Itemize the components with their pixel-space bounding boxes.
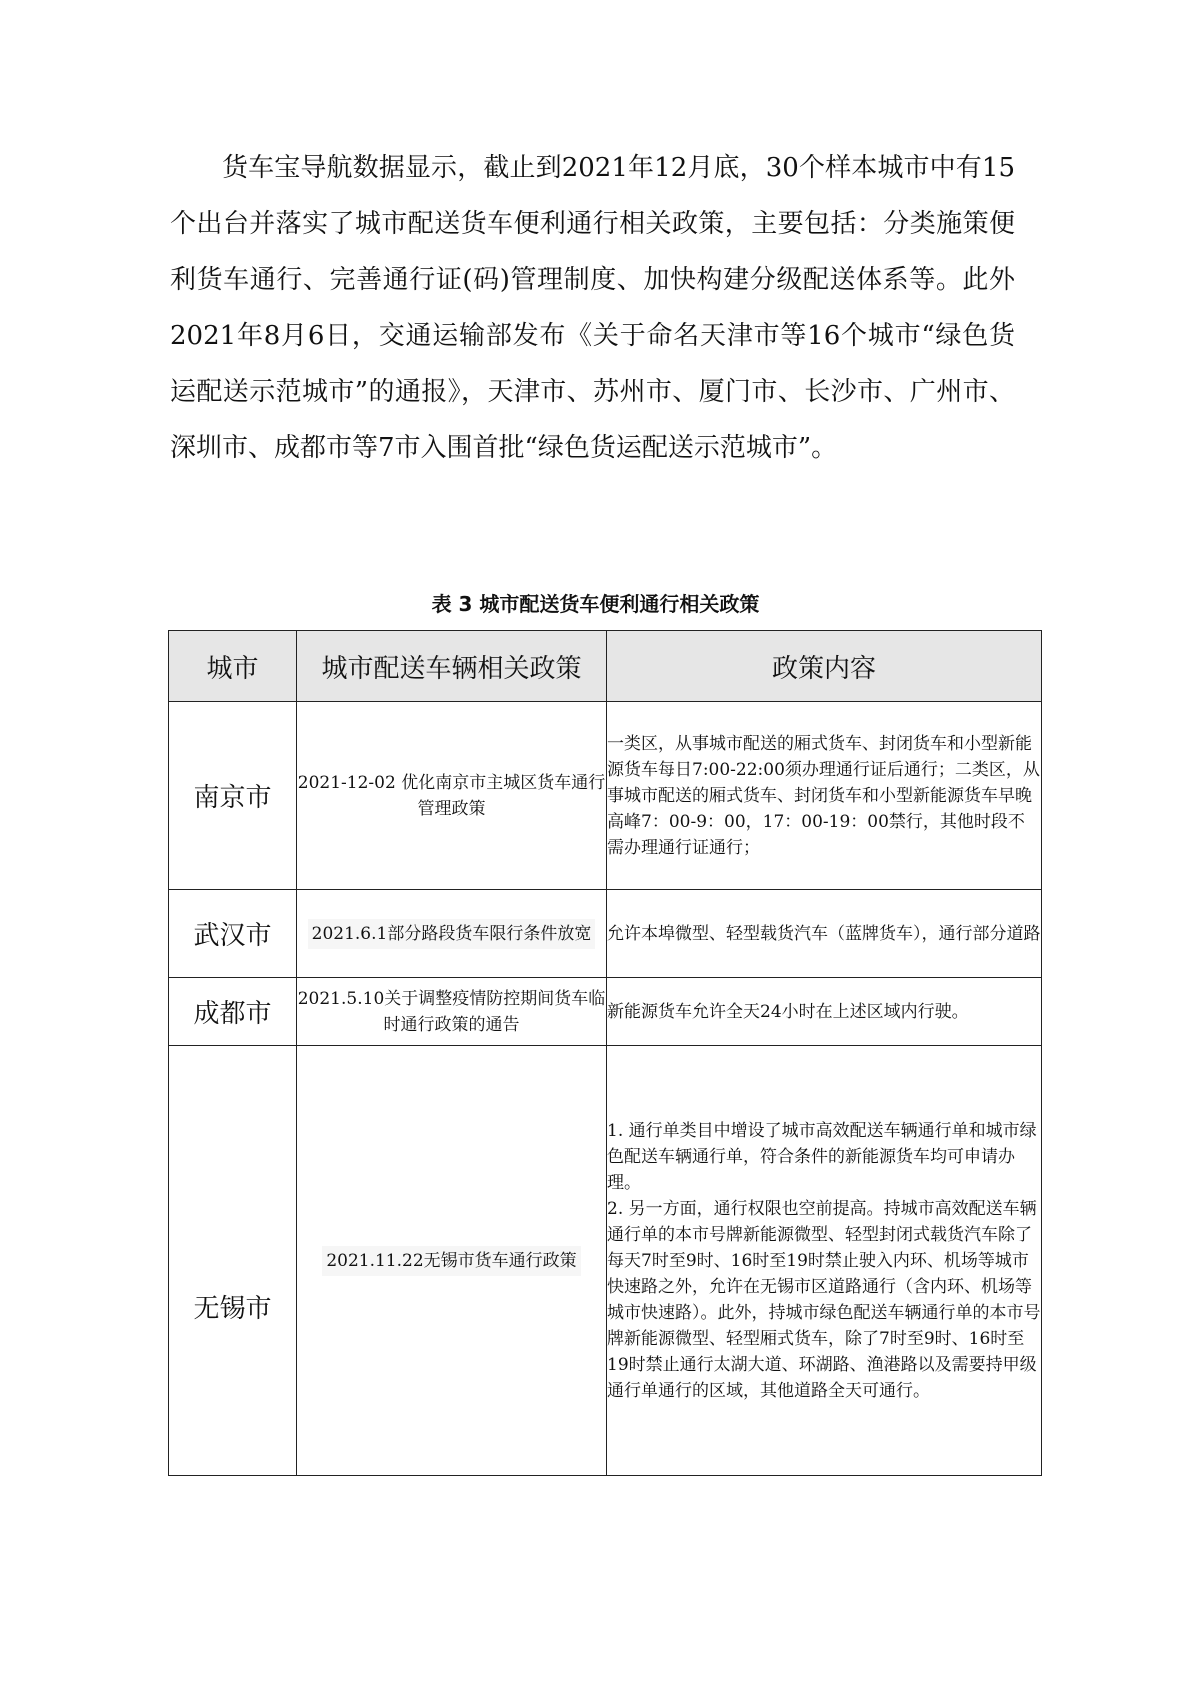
city-cell: 武汉市	[169, 890, 297, 978]
policy-cell	[297, 1046, 607, 1476]
policy-text: 2021.6.1部分路段货车限行条件放宽	[308, 919, 596, 949]
policy-table	[168, 630, 1042, 1476]
policy-cell: 2021.5.10关于调整疫情防控期间货车临时通行政策的通告	[297, 978, 607, 1046]
intro-paragraph: 货车宝导航数据显示，截止到2021年12月底，30个样本城市中有15个出台并落实了城市配送货车便利通行相关政策，主要包括：分类施策便利货车通行、完善通行证(码)管理制度、加快构建分级配送体系等。此外2021年8月6日，交通运输部发布《关于命名天津市等16个城市“绿色货运配送示范城市”的通报》，天津市、苏州市、厦门市、长沙市、广州市、深圳市、成都市等7市入围首批“绿色货运配送示范城市”。	[170, 153, 1015, 463]
header-content: 政策内容	[607, 631, 1042, 702]
table-row	[169, 978, 1042, 1046]
header-city: 城市	[169, 631, 297, 702]
content-cell	[607, 978, 1042, 1046]
header-policy: 城市配送车辆相关政策	[297, 631, 607, 702]
content-cell	[607, 702, 1042, 890]
city-cell: 南京市	[169, 702, 297, 890]
policy-cell	[297, 890, 607, 978]
content-cell	[607, 890, 1042, 978]
content-text: 允许本埠微型、轻型载货汽车（蓝牌货车），通行部分道路	[607, 923, 1041, 944]
content-text: 一类区，从事城市配送的厢式货车、封闭货车和小型新能源货车每日7:00-22:00须办理通行证后通行；二类区，从事城市配送的厢式货车、封闭货车和小型新能源货车早晚高峰7：00-9：00，17：00-19：00禁行，其他时段不需办理通行证通行；	[607, 733, 1040, 858]
table-header-row	[169, 631, 1042, 702]
table-row	[169, 890, 1042, 978]
city-cell: 成都市	[169, 978, 297, 1046]
content-cell	[607, 1046, 1042, 1476]
table-row	[169, 702, 1042, 890]
policy-text: 2021.11.22无锡市货车通行政策	[322, 1246, 580, 1276]
content-item-2: 2. 另一方面，通行权限也空前提高。持城市高效配送车辆通行单的本市号牌新能源微型、轻型封闭式载货汽车除了每天7时至9时、16时至19时禁止驶入内环、机场等城市快速路之外，允许在无锡市区道路通行（含内环、机场等城市快速路）。此外，持城市绿色配送车辆通行单的本市号牌新能源微型、轻型厢式货车，除了7时至9时、16时至19时禁止通行太湖大道、环湖路、渔港路以及需要持甲级通行单通行的区域，其他道路全天可通行。	[607, 1198, 1041, 1401]
content-item-1: 1. 通行单类目中增设了城市高效配送车辆通行单和城市绿色配送车辆通行单，符合条件的新能源货车均可申请办理。	[607, 1120, 1037, 1193]
table-row	[169, 1046, 1042, 1476]
policy-cell: 2021-12-02 优化南京市主城区货车通行管理政策	[297, 702, 607, 890]
table-caption: 表 3 城市配送货车便利通行相关政策	[431, 592, 760, 616]
city-cell: 无锡市	[169, 1046, 297, 1476]
content-text: 新能源货车允许全天24小时在上述区域内行驶。	[607, 1001, 969, 1022]
